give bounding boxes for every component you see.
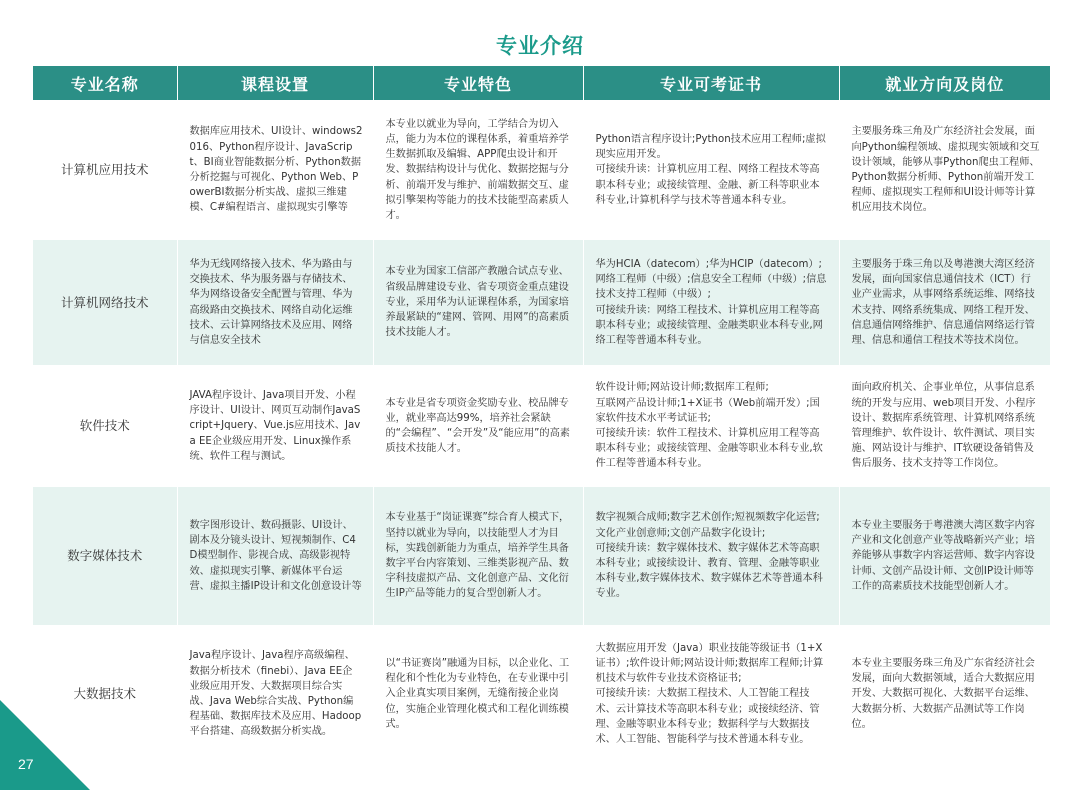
majors-table <box>33 66 1050 763</box>
major-name: 计算机网络技术 <box>33 240 177 365</box>
jobs-cell: 面向政府机关、企事业单位，从事信息系统的开发与应用、web项目开发、小程序设计、数据库系统管理、计算机网络系统管理维护、软件设计、软件测试、项目实施、网站设计与维护、IT软硬设备销售及售后服务、技术支持等工作岗位。 <box>839 365 1050 487</box>
jobs-cell: 本专业主要服务于粤港澳大湾区数字内容产业和文化创意产业等战略新兴产业；培养能够从事数字内容运营师、数字内容设计师、文创产品设计师、文创IP设计师等工作的高素质技术技能型创新人才。 <box>839 487 1050 625</box>
certificates-cell: 数字视频合成师;数字艺术创作;短视频数字化运营;文化产业创意师;文创产品数字化设计; 可接续升读：数字媒体技术、数字媒体艺术等高职本科专业；或接续设计、教育、管理、金融等职业本科专业,数字媒体技术、数字媒体艺术等普通本科专业。 <box>583 487 839 625</box>
courses-cell: 华为无线网络接入技术、华为路由与交换技术、华为服务器与存储技术、华为网络设备安全配置与管理、华为高级路由交换技术、网络自动化运维技术、云计算网络技术及应用、网络与信息安全技术 <box>177 240 373 365</box>
certificates-cell: Python语言程序设计;Python技术应用工程师;虚拟现实应用开发。 可接续升读：计算机应用工程、网络工程技术等高职本科专业；或接续管理、金融、新工科等职业本科专业,计算机科学与技术等普通本科专业。 <box>583 100 839 240</box>
header-courses: 课程设置 <box>177 66 373 100</box>
features-cell: 本专业是省专项资金奖励专业、校品牌专业，就业率高达99%，培养社会紧缺的“会编程”、“会开发”及“能应用”的高素质技术技能人才。 <box>373 365 583 487</box>
table-row <box>33 365 1050 487</box>
jobs-cell: 主要服务于珠三角以及粤港澳大湾区经济发展，面向国家信息通信技术（ICT）行业产业需求，从事网络系统运维、网络技术支持、网络系统集成、网络工程开发、信息通信网络维护、信息通信网络运行管理、信息和通信工程技术等技术岗位。 <box>839 240 1050 365</box>
features-cell: 本专业为国家工信部产教融合试点专业、省级品牌建设专业、省专项资金重点建设专业，采用华为认证课程体系，为国家培养最紧缺的“建网、管网、用网”的高素质技术技能人才。 <box>373 240 583 365</box>
major-name: 软件技术 <box>33 365 177 487</box>
certificates-cell: 大数据应用开发（Java）职业技能等级证书（1+X证书）;软件设计师;网站设计师;数据库工程师;计算机技术与软件专业技术资格证书; 可接续升读：大数据工程技术、人工智能工程技术、云计算技术等高职本科专业；或接续经济、管理、金融等职业本科专业；数据科学与大数据技术、人工智能、智能科学与技术普通本科专业。 <box>583 625 839 763</box>
features-cell: 本专业以就业为导向，工学结合为切入点，能力为本位的课程体系，着重培养学生数据抓取及编辑、APP爬虫设计和开发、数据结构设计与优化、数据挖掘与分析、前端开发与维护、前端数据交互、虚拟引擎架构等能力的技术技能型高素质人才。 <box>373 100 583 240</box>
major-name: 数字媒体技术 <box>33 487 177 625</box>
courses-cell: JAVA程序设计、Java项目开发、小程序设计、UI设计、网页互动制作JavaScript+Jquery、Vue.js应用技术、Java EE企业级应用开发、Linux操作系统、软件工程与测试。 <box>177 365 373 487</box>
header-major-name: 专业名称 <box>33 66 177 100</box>
major-name: 计算机应用技术 <box>33 100 177 240</box>
jobs-cell: 本专业主要服务珠三角及广东省经济社会发展，面向大数据领域，适合大数据应用开发、大数据可视化、大数据平台运维、大数据分析、大数据产品测试等工作岗位。 <box>839 625 1050 763</box>
header-jobs: 就业方向及岗位 <box>839 66 1050 100</box>
header-certificates: 专业可考证书 <box>583 66 839 100</box>
table-row <box>33 487 1050 625</box>
page-title: 专业介绍 <box>496 34 584 58</box>
table-header-row <box>33 66 1050 100</box>
table-row <box>33 100 1050 240</box>
corner-decoration <box>0 700 90 790</box>
table-row <box>33 240 1050 365</box>
page-number: 27 <box>18 756 34 772</box>
header-features: 专业特色 <box>373 66 583 100</box>
features-cell: 以“书证赛岗”融通为目标，以企业化、工程化和个性化为专业特色，在专业课中引入企业真实项目案例，无缝衔接企业岗位，实施企业管理化模式和工程化训练模式。 <box>373 625 583 763</box>
major-name: 大数据技术 <box>33 625 177 763</box>
table-row <box>33 625 1050 763</box>
features-cell: 本专业基于“岗证课赛”综合育人模式下，坚持以就业为导向，以技能型人才为目标，实践创新能力为重点，培养学生具备数字平台内容策划、三维类影视产品、数字科技虚拟产品、文化创意产品、文化衍生IP产品等能力的复合型创新人才。 <box>373 487 583 625</box>
courses-cell: 数字图形设计、数码摄影、UI设计、剧本及分镜头设计、短视频制作、C4D模型制作、影视合成、高级影视特效、虚拟现实引擎、新媒体平台运营、虚拟主播IP设计和文化创意设计等 <box>177 487 373 625</box>
certificates-cell: 华为HCIA（datecom）;华为HCIP（datecom）;网络工程师（中级）;信息安全工程师（中级）;信息技术支持工程师（中级）; 可接续升读：网络工程技术、计算机应用工程等高职本科专业；或接续管理、金融类职业本科专业,网络工程等普通本科专业。 <box>583 240 839 365</box>
certificates-cell: 软件设计师;网站设计师;数据库工程师; 互联网产品设计师;1+X证书（Web前端开发）;国家软件技术水平考试证书; 可接续升读：软件工程技术、计算机应用工程等高职本科专业；或接续管理、金融等职业本科专业,软件工程等普通本科专业。 <box>583 365 839 487</box>
courses-cell: 数据库应用技术、UI设计、windows2016、Python程序设计、JavaScript、BI商业智能数据分析、Python数据分析挖掘与可视化、Python Web、PowerBI数据分析实战、虚拟三维建模、C#编程语言、虚拟现实引擎等 <box>177 100 373 240</box>
jobs-cell: 主要服务珠三角及广东经济社会发展，面向Python编程领域、虚拟现实领域和交互设计领域，能够从事Python爬虫工程师、Python数据分析师、Python前端开发工程师、虚拟现实工程师和UI设计师等计算机应用技术岗位。 <box>839 100 1050 240</box>
courses-cell: Java程序设计、Java程序高级编程、数据分析技术（finebi）、Java EE企业级应用开发、大数据项目综合实战、Java Web综合实战、Python编程基础、数据库技术及应用、Hadoop平台搭建、高级数据分析实战。 <box>177 625 373 763</box>
